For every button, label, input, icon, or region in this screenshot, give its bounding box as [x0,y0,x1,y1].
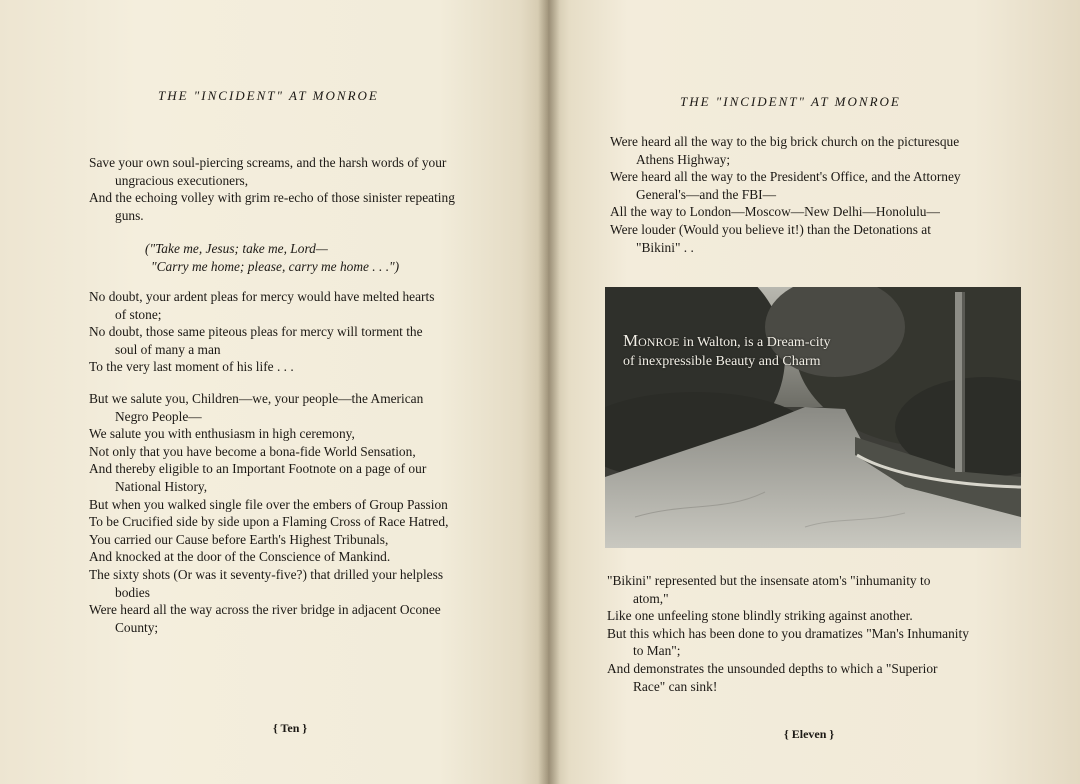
verse-line: guns. [115,207,144,223]
verse-line: Were heard all the way to the President's Office, and the Attorney [610,169,961,185]
verse-line: "Bikini" . . [636,239,694,255]
book-gutter [538,0,560,784]
verse-line: ("Take me, Jesus; take me, Lord— [145,241,328,256]
right-page [548,0,1080,784]
caption-line-1: in Walton, is a Dream-city [679,335,831,350]
stanza [89,288,503,636]
verse-line: Like one unfeeling stone blindly striking against another. [607,608,913,624]
verse-line: But when you walked single file over the embers of Group Passion [89,496,448,512]
verse-line: National History, [115,478,208,494]
verse-line: But we salute you, Children—we, your people—the American [89,390,424,406]
street-photograph [605,287,1021,548]
verse-line: Save your own soul-piercing screams, and the harsh words of your [89,155,447,170]
verse-line: We salute you with enthusiasm in high ceremony, [89,426,355,442]
verse-line: to Man"; [633,643,681,659]
verse-line: To be Crucified side by side upon a Flaming Cross of Race Hatred, [89,514,449,530]
stanza [610,133,1024,256]
verse-line: And demonstrates the unsounded depths to which a "Superior [607,660,938,676]
verse-line: soul of many a man [115,341,221,357]
stanza [89,154,503,224]
verse-line: of stone; [115,306,162,322]
running-header: THE "INCIDENT" AT MONROE [680,94,901,109]
verse-line: Were heard all the way to the big brick church on the picturesque [610,134,960,149]
verse-line: Were louder (Would you believe it!) than the Detonations at [610,221,931,237]
running-header: THE "INCIDENT" AT MONROE [158,88,379,103]
verse-line: ungracious executioners, [115,172,249,188]
page-number: { Eleven } [784,727,835,741]
verse-line: "Carry me home; please, carry me home . . .") [151,258,400,274]
verse-line: No doubt, those same piteous pleas for mercy will torment the [89,324,423,340]
verse-line: atom," [633,590,669,606]
photo-caption [623,331,830,371]
page-number: { Ten } [273,721,308,735]
verse-line: But this which has been done to you dramatizes "Man's Inhumanity [607,625,969,641]
verse-line: No doubt, your ardent pleas for mercy would have melted hearts [89,289,435,304]
verse-line: General's—and the FBI— [636,186,777,202]
verse-line: You carried our Cause before Earth's Highest Tribunals, [89,531,389,547]
verse-line: bodies [115,584,150,600]
verse-line: And thereby eligible to an Important Footnote on a page of our [89,461,427,477]
tree-lined-street-image [605,287,1021,548]
verse-line: "Bikini" represented but the insensate atom's "inhumanity to [607,573,931,588]
verse-line: Negro People— [115,408,202,424]
verse-line: Race" can sink! [633,678,718,694]
verse-line: All the way to London—Moscow—New Delhi—Honolulu— [610,204,940,220]
stanza [607,572,1021,695]
verse-line: And the echoing volley with grim re-echo of those sinister repeating [89,190,455,206]
caption-line-2: of inexpressible Beauty and Charm [623,354,821,369]
verse-line: Were heard all the way across the river bridge in adjacent Oconee [89,602,441,618]
verse-line: And knocked at the door of the Conscience of Mankind. [89,549,391,565]
verse-line: To the very last moment of his life . . . [89,359,294,375]
verse-line: Not only that you have become a bona-fide World Sensation, [89,443,416,459]
quoted-prayer [145,240,505,275]
caption-city: Monroe [623,331,680,350]
verse-line: County; [115,619,159,635]
verse-line: The sixty shots (Or was it seventy-five?) that drilled your helpless [89,566,444,582]
verse-line: Athens Highway; [636,151,731,167]
